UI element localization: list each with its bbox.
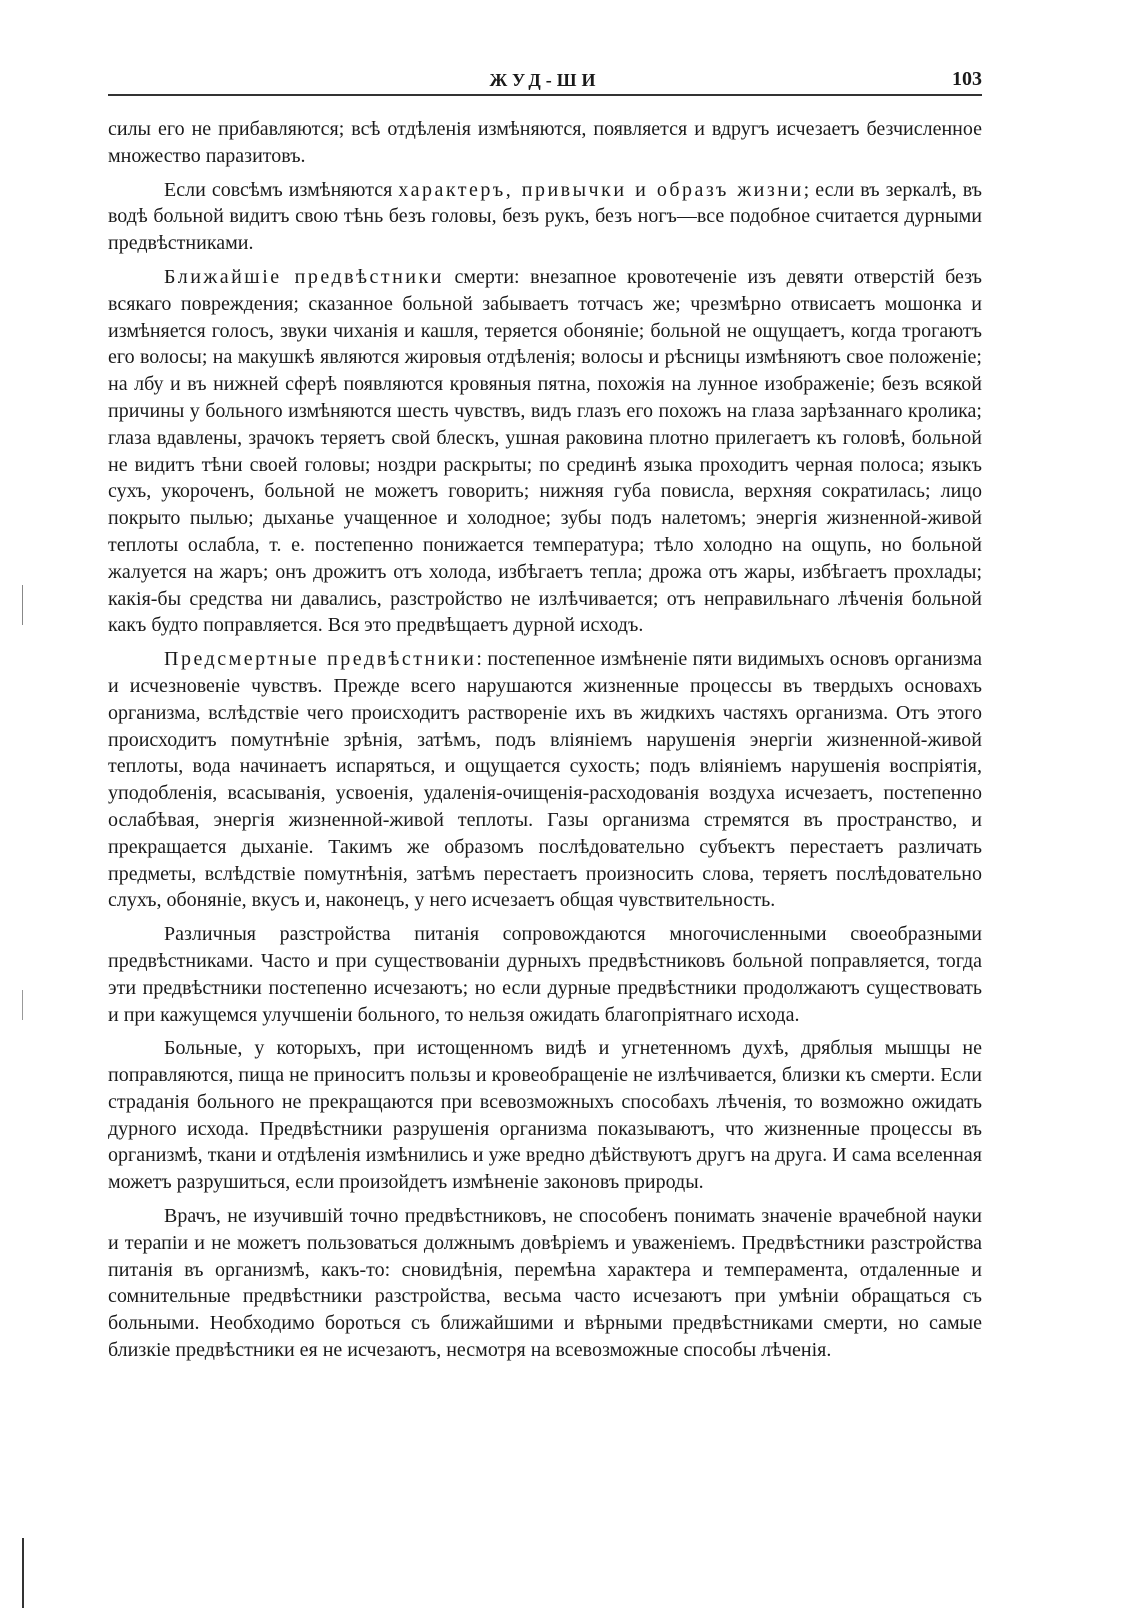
paragraph-text: Различныя разстройства питанія сопровождаются многочисленными своеобразными предвѣстниками. Часто и при существованіи дурныхъ предвѣстниковъ больной поправляется, тогда эти предвѣстники постепенно исчезаютъ; но если дурные предвѣстники продолжаютъ существовать и при кажущемся улучшеніи больного, то нельзя ожидать благопріятнаго исхода. — [108, 923, 982, 1026]
paragraph-text: ; если въ зеркалѣ, въ водѣ больной видитъ свою тѣнь безъ головы, безъ рукъ, безъ ногъ—все подобное считается дурными предвѣстниками. — [108, 178, 982, 255]
paragraph-text: Больные, у которыхъ, при истощенномъ видѣ и угнетенномъ духѣ, дряблыя мышцы не поправляются, пища не приноситъ пользы и кровеобращеніе не излѣчивается, близки къ смерти. Если страданія больного не прекращаются при всевозможныхъ способахъ лѣченія, то возможно ожидать дурного исхода. Предвѣстники разрушенія организма показываютъ, что жизненные процессы въ организмѣ, ткани и отдѣленія измѣнились и уже вредно дѣйствуютъ другъ на друга. И сама вселенная можетъ разрушиться, если произойдетъ измѣненіе законовъ природы. — [108, 1037, 982, 1194]
running-head: ЖУД-ШИ — [489, 70, 601, 90]
paragraph-text: : постепенное измѣненіе пяти видимыхъ основъ организма и исчезновеніе чувствъ. Прежде всего нарушаются жизненные процессы въ твердыхъ основахъ организма, вслѣдствіе чего происходитъ раствореніе ихъ въ жидкихъ частяхъ организма. Отъ этого происходитъ помутнѣніе зрѣнія, затѣмъ, подъ вліяніемъ нарушенія энергіи жизненной-живой теплоты, вода начинаетъ испаряться, и ощущается сухость; подъ вліяніемъ нарушенія воспріятія, уподобленія, всасыванія, усвоенія, удаленія-очищенія-расходованія воздуха исчезаетъ, постепенно ослабѣвая, энергія жизненной-живой теплоты. Газы организма стремятся въ пространство, и прекращается дыханіе. Такимъ же образомъ послѣдовательно субъектъ перестаетъ различать предметы, вслѣдствіе помутнѣнія, затѣмъ перестаетъ произносить слова, теряетъ послѣдовательно слухъ, обоняніе, вкусъ и, наконецъ, у него исчезаетъ общая чувствительность. — [108, 648, 983, 912]
spaced-phrase: Предсмертные предвѣстники — [164, 648, 477, 671]
paragraph-text: силы его не прибавляются; всѣ отдѣленія измѣняются, появляется и вдругъ исчезаетъ безчисленное множество паразитовъ. — [108, 118, 982, 167]
paragraph-2 — [108, 177, 982, 257]
paragraph-6 — [108, 1035, 982, 1196]
page-number: 103 — [952, 68, 982, 90]
paragraph-text: Если совсѣмъ измѣняются — [164, 178, 399, 201]
paragraph-text: смерти: внезапное кровотеченіе изъ девяти отверстій безъ всякаго повреждения; сказанное больной забываетъ тотчасъ же; чрезмѣрно отвисаетъ мошонка и измѣняется голосъ, звуки чиханія и кашля, теряется обоняніе; больной не ощущаетъ, когда трогаютъ его волосы; на макушкѣ являются жировыя отдѣленія; волосы и рѣсницы измѣняютъ свое положеніе; на лбу и въ нижней сферѣ появляются кровяныя пятна, похожія на лунное изображеніе; безъ всякой причины у больного измѣняются шесть чувствъ, видъ глазъ его похожъ на глаза зарѣзаннаго кролика; глаза вдавлены, зрачокъ теряетъ свой блескъ, ушная раковина плотно прилегаетъ къ головѣ, больной не видитъ тѣни своей головы; ноздри раскрыты; по срединѣ языка проходитъ черная полоса; языкъ сухъ, укороченъ, больной не можетъ говорить; нижняя губа повисла, верхняя сократилась; лицо покрыто пылью; дыханье учащенное и холодное; зубы подъ налетомъ; энергія жизненной-живой теплоты ослабла, т. е. постепенно понижается температура; тѣло холодно на ощупь, но больной жалуется на жаръ; онъ дрожитъ отъ холода, избѣгаетъ тепла; дрожа отъ жары, избѣгаетъ прохлады; какія-бы средства ни давались, разстройство не излѣчивается; отъ неправильнаго лѣченія больной какъ будто поправляется. Вся это предвѣщаетъ дурной исходъ. — [108, 265, 982, 637]
paragraph-5 — [108, 921, 982, 1028]
paragraph-4 — [108, 646, 982, 914]
paragraph-7 — [108, 1203, 982, 1364]
paragraph-text: Врачъ, не изучившій точно предвѣстниковъ, не способенъ понимать значеніе врачебной науки и терапіи и не можетъ пользоваться должнымъ довѣріемъ и уваженіемъ. Предвѣстники разстройства питанія въ организмѣ, какъ-то: сновидѣнія, перемѣна характера и темперамента, отдаленные и сомнительные предвѣстники разстройства, весьма часто исчезаютъ при умѣніи обращаться съ больными. Необходимо бороться съ ближайшими и вѣрными предвѣстниками смерти, но самые близкіе предвѣстники ея не исчезаютъ, несмотря на всевозможные способы лѣченія. — [108, 1205, 982, 1362]
header-rule — [108, 94, 982, 96]
paragraph-1 — [108, 116, 982, 170]
body-text — [108, 116, 982, 1371]
scan-margin-mark — [22, 990, 23, 1020]
spaced-phrase: характеръ, привычки и образъ жизни — [398, 178, 804, 201]
paragraph-3 — [108, 264, 982, 639]
scan-margin-mark — [22, 1538, 24, 1608]
spaced-phrase: Ближайшіе предвѣстники — [164, 265, 444, 288]
page-header — [108, 68, 982, 96]
scan-margin-mark — [22, 585, 23, 625]
